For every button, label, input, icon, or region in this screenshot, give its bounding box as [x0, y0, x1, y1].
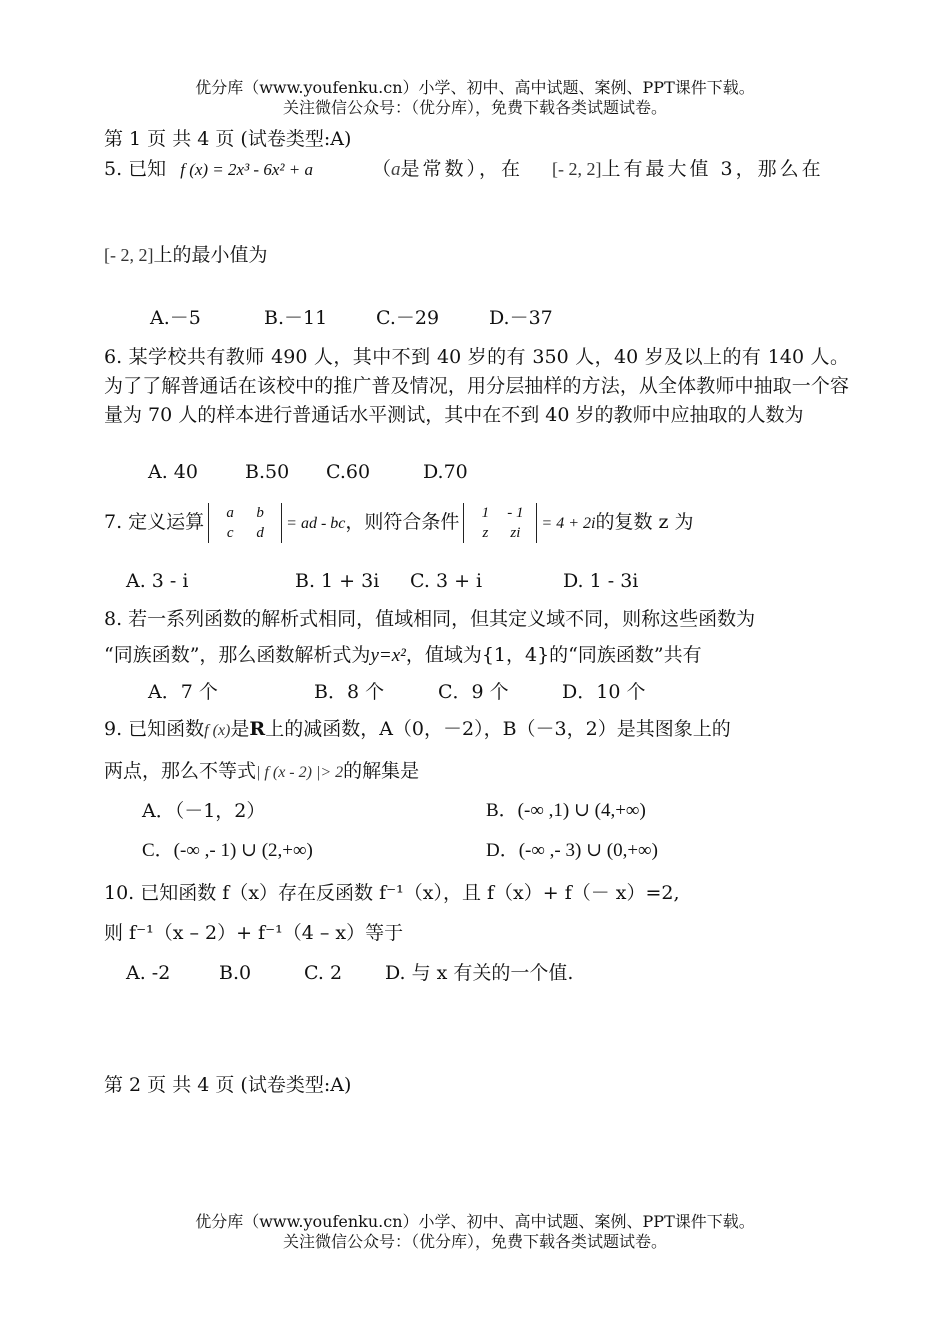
det1-c: c	[226, 525, 234, 541]
q7-determinant-2	[463, 503, 537, 543]
q6-option-c: C.60	[326, 461, 371, 483]
q9-option-d: D．(-∞ ,- 3) ∪ (0,+∞)	[486, 840, 658, 861]
q5-option-d: D.－37	[489, 307, 553, 329]
q9-l2b: 的解集是	[343, 760, 420, 782]
q8-option-b: B．8 个	[314, 681, 385, 703]
q7-option-b: B. 1 + 3i	[295, 570, 380, 592]
q8-line2-c: ，值域为{1，4}的“同族函数”共有	[405, 644, 702, 666]
q5-const-text: 是常数），在	[400, 158, 524, 180]
q7-tail: 的复数 z 为	[595, 511, 694, 533]
q8-option-a: A．7 个	[148, 681, 218, 703]
q5-line-1b	[372, 156, 523, 183]
q10-line-2: 则 f⁻¹（x – 2）+ f⁻¹（4 – x）等于	[104, 922, 404, 944]
det2-a: 1	[481, 505, 490, 521]
q10-line-1: 10. 已知函数 f（x）存在反函数 f⁻¹（x），且 f（x）+ f（－ x）=2,	[104, 882, 680, 904]
q5-option-b: B.－11	[264, 307, 328, 329]
q5-a: a	[391, 159, 401, 180]
q9-option-a: A．（－1，2）	[142, 800, 266, 822]
q9-R: R	[249, 718, 266, 740]
q5-number: 5. 已知	[104, 158, 167, 180]
det1-a: a	[226, 505, 234, 521]
q9-option-b: B．(-∞ ,1) ∪ (4,+∞)	[486, 800, 646, 821]
det1-d: d	[256, 525, 264, 541]
q7-line	[104, 500, 694, 546]
q7-option-a: A. 3 - i	[126, 570, 189, 592]
q5-formula: f (x) = 2x³ - 6x² + a	[180, 160, 313, 179]
q7-determinant-1	[208, 503, 282, 543]
q7-equation: = 4 + 2i	[541, 515, 596, 532]
q8-line2-a: “同族函数”，那么函数解析式为	[104, 644, 371, 666]
page-2-label: 第 2 页 共 4 页 (试卷类型:A)	[104, 1074, 352, 1096]
q7-definition: = ad - bc	[286, 515, 346, 532]
q9-l1b: 是	[230, 718, 250, 740]
q9-l1a: 9. 已知函数	[104, 718, 205, 740]
det2-c: z	[482, 525, 489, 541]
q8-line-1: 8. 若一系列函数的解析式相同，值域相同，但其定义域不同，则称这些函数为	[104, 608, 756, 630]
q9-line-2	[104, 758, 419, 786]
q6-option-b: B.50	[245, 461, 290, 483]
q5-line-1c	[552, 156, 824, 182]
q5-line2-text: 上的最小值为	[153, 244, 268, 266]
q5-line2-interval: [- 2, 2]	[104, 245, 154, 265]
q5-paren: （	[372, 158, 392, 180]
q5-line-2	[104, 242, 268, 268]
q9-inequality: | f (x - 2) |> 2	[256, 764, 344, 781]
q10-option-c: C. 2	[304, 962, 343, 984]
q5-option-a: A.－5	[150, 307, 201, 329]
q7-option-c: C. 3 + i	[410, 570, 483, 592]
q7-option-d: D. 1 - 3i	[563, 570, 639, 592]
det2-d: zi	[510, 525, 521, 541]
q8-option-c: C．9 个	[438, 681, 509, 703]
q5-option-c: C.－29	[376, 307, 440, 329]
q9-l2a: 两点，那么不等式	[104, 760, 257, 782]
q5-line-1	[104, 156, 313, 183]
q6-option-d: D.70	[423, 461, 468, 483]
q10-option-d: D. 与 x 有关的一个值.	[385, 962, 574, 984]
footer-line-1: 优分库（www.youfenku.cn）小学、初中、高中试题、案例、PPT课件下载。	[195, 1212, 755, 1231]
q9-fx: f (x)	[204, 722, 231, 739]
det2-b: - 1	[507, 505, 524, 521]
q6-option-a: A. 40	[148, 461, 198, 483]
q7-prefix: 7. 定义运算	[104, 511, 205, 533]
q8-formula: y=x²	[370, 645, 406, 666]
page-1-label: 第 1 页 共 4 页 (试卷类型:A)	[104, 128, 352, 150]
q9-l1c: 上的减函数，A（0，－2），B（－3，2）是其图象上的	[265, 718, 731, 740]
footer-line-2: 关注微信公众号：（优分库），免费下载各类试题试卷。	[282, 1232, 667, 1251]
header-line-1: 优分库（www.youfenku.cn）小学、初中、高中试题、案例、PPT课件下载。	[195, 78, 755, 97]
q10-option-a: A. -2	[126, 962, 171, 984]
q8-line-2	[104, 642, 702, 669]
q9-line-1	[104, 716, 731, 744]
q5-tail: 上有最大值 3，那么在	[601, 158, 824, 180]
q9-option-c: C．(-∞ ,- 1) ∪ (2,+∞)	[142, 840, 313, 861]
q8-option-d: D．10 个	[562, 681, 646, 703]
det1-b: b	[256, 505, 264, 521]
q5-interval: [- 2, 2]	[552, 159, 602, 179]
header-line-2: 关注微信公众号：（优分库），免费下载各类试题试卷。	[282, 98, 667, 117]
q6-text: 6. 某学校共有教师 490 人，其中不到 40 岁的有 350 人，40 岁及以上的有 140 人。为了了解普通话在该校中的推广普及情况，用分层抽样的方法，从全体教师中抽取一个容量为 70 人的样本进行普通话水平测试，其中在不到 40 岁的教师中应抽取的人数为	[104, 346, 849, 426]
q7-mid: ，则符合条件	[345, 511, 460, 533]
q10-option-b: B.0	[219, 962, 252, 984]
